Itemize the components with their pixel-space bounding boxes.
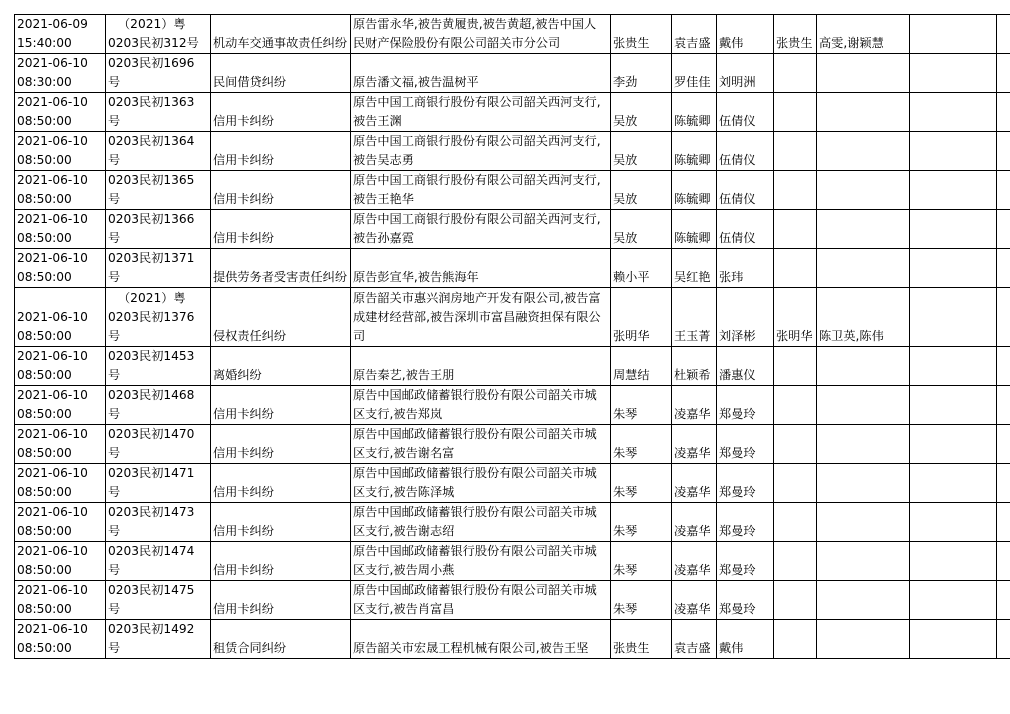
table-row [15, 249, 1010, 288]
hearing-time: 08:50:00 [17, 192, 72, 206]
case-number-line: 0203民初1473 [108, 505, 195, 519]
case-parties: 原告中国工商银行股份有限公司韶关西河支行,被告孙嘉霓 [351, 210, 611, 249]
presiding-judge [774, 93, 817, 132]
hearing-date: 2021-06-10 [17, 173, 88, 187]
table-row [15, 386, 1010, 425]
hearing-time: 08:50:00 [17, 641, 72, 655]
case-parties: 原告韶关市惠兴润房地产开发有限公司,被告富成建材经营部,被告深圳市富昌融资担保有限公司 [351, 288, 611, 347]
empty-cell [910, 581, 997, 620]
case-number-line: 0203民初1696 [108, 56, 195, 70]
case-cause: 信用卡纠纷 [211, 503, 351, 542]
table-row [15, 503, 1010, 542]
case-number-line: （2021）粤 [118, 291, 186, 305]
case-cause: 信用卡纠纷 [211, 171, 351, 210]
empty-cell [910, 249, 997, 288]
case-number-line: 0203民初1492 [108, 622, 195, 636]
hearing-time: 15:40:00 [17, 36, 72, 50]
assessor-name: 刘明洲 [717, 54, 774, 93]
panel-members [817, 132, 910, 171]
judge-name: 朱琴 [611, 542, 672, 581]
hearing-datetime [15, 581, 106, 620]
case-number-line: （2021）粤 [118, 17, 186, 31]
case-number-line: 0203民初1363 [108, 95, 195, 109]
case-number-line: 号 [108, 407, 121, 421]
case-cause: 租赁合同纠纷 [211, 620, 351, 659]
hearing-time: 08:50:00 [17, 524, 72, 538]
panel-members [817, 93, 910, 132]
hearing-date: 2021-06-10 [17, 505, 88, 519]
case-cause: 信用卡纠纷 [211, 386, 351, 425]
case-cause: 民间借贷纠纷 [211, 54, 351, 93]
case-number [106, 288, 211, 347]
assessor-name: 戴伟 [717, 620, 774, 659]
hearing-date: 2021-06-10 [17, 134, 88, 148]
judge-name: 吴放 [611, 132, 672, 171]
table-row [15, 15, 1010, 54]
clerk-name: 凌嘉华 [672, 425, 717, 464]
clerk-name: 陈毓卿 [672, 171, 717, 210]
empty-cell [910, 132, 997, 171]
case-parties: 原告中国邮政储蓄银行股份有限公司韶关市城区支行,被告谢名富 [351, 425, 611, 464]
presiding-judge: 张贵生 [774, 15, 817, 54]
case-number [106, 249, 211, 288]
clerk-name: 凌嘉华 [672, 386, 717, 425]
case-number-line: 号 [108, 641, 121, 655]
clerk-name: 凌嘉华 [672, 581, 717, 620]
judge-name: 吴放 [611, 93, 672, 132]
table-row [15, 210, 1010, 249]
empty-cell [910, 464, 997, 503]
empty-cell [997, 210, 1010, 249]
hearing-schedule-table [14, 14, 1010, 659]
assessor-name: 郑曼玲 [717, 464, 774, 503]
hearing-date: 2021-06-10 [17, 466, 88, 480]
judge-name: 周慧结 [611, 347, 672, 386]
hearing-datetime [15, 464, 106, 503]
hearing-date: 2021-06-10 [17, 427, 88, 441]
case-number-line: 0203民初1470 [108, 427, 195, 441]
hearing-date: 2021-06-10 [17, 388, 88, 402]
table-row [15, 581, 1010, 620]
empty-cell [910, 288, 997, 347]
panel-members [817, 503, 910, 542]
panel-members: 陈卫英,陈伟 [817, 288, 910, 347]
panel-members [817, 347, 910, 386]
empty-cell [997, 347, 1010, 386]
hearing-datetime [15, 171, 106, 210]
panel-members [817, 54, 910, 93]
case-number [106, 54, 211, 93]
hearing-datetime [15, 93, 106, 132]
empty-cell [997, 171, 1010, 210]
case-parties: 原告彭宣华,被告熊海年 [351, 249, 611, 288]
judge-name: 张贵生 [611, 15, 672, 54]
empty-cell [997, 581, 1010, 620]
hearing-datetime [15, 132, 106, 171]
case-parties: 原告中国工商银行股份有限公司韶关西河支行,被告吴志勇 [351, 132, 611, 171]
case-parties: 原告中国邮政储蓄银行股份有限公司韶关市城区支行,被告陈泽城 [351, 464, 611, 503]
assessor-name: 伍倩仪 [717, 210, 774, 249]
case-parties: 原告潘文福,被告温树平 [351, 54, 611, 93]
hearing-time: 08:50:00 [17, 231, 72, 245]
empty-cell [997, 503, 1010, 542]
case-parties: 原告中国邮政储蓄银行股份有限公司韶关市城区支行,被告肖富昌 [351, 581, 611, 620]
case-number-line: 0203民初1371 [108, 251, 195, 265]
case-number-line: 号 [108, 602, 121, 616]
case-cause: 机动车交通事故责任纠纷 [211, 15, 351, 54]
case-number [106, 620, 211, 659]
case-cause: 信用卡纠纷 [211, 581, 351, 620]
hearing-time: 08:30:00 [17, 75, 72, 89]
clerk-name: 吴红艳 [672, 249, 717, 288]
panel-members [817, 464, 910, 503]
empty-cell [997, 288, 1010, 347]
clerk-name: 陈毓卿 [672, 210, 717, 249]
table-row [15, 464, 1010, 503]
case-number-line: 号 [108, 446, 121, 460]
case-number-line: 号 [108, 270, 121, 284]
hearing-time: 08:50:00 [17, 114, 72, 128]
presiding-judge [774, 132, 817, 171]
empty-cell [997, 93, 1010, 132]
case-number-line: 0203民初312号 [108, 36, 199, 50]
assessor-name: 张玮 [717, 249, 774, 288]
panel-members [817, 210, 910, 249]
panel-members [817, 542, 910, 581]
presiding-judge [774, 386, 817, 425]
hearing-date: 2021-06-10 [17, 95, 88, 109]
hearing-time: 08:50:00 [17, 329, 72, 343]
empty-cell [910, 210, 997, 249]
empty-cell [997, 386, 1010, 425]
case-number-line: 号 [108, 563, 121, 577]
case-number-line: 0203民初1365 [108, 173, 195, 187]
empty-cell [910, 542, 997, 581]
empty-cell [910, 386, 997, 425]
empty-cell [997, 249, 1010, 288]
table-row [15, 620, 1010, 659]
empty-cell [910, 15, 997, 54]
judge-name: 赖小平 [611, 249, 672, 288]
case-number-line: 号 [108, 114, 121, 128]
case-cause: 提供劳务者受害责任纠纷 [211, 249, 351, 288]
hearing-datetime [15, 54, 106, 93]
case-number [106, 464, 211, 503]
case-cause: 离婚纠纷 [211, 347, 351, 386]
case-parties: 原告秦艺,被告王朋 [351, 347, 611, 386]
clerk-name: 凌嘉华 [672, 464, 717, 503]
panel-members [817, 581, 910, 620]
case-number [106, 132, 211, 171]
case-parties: 原告中国邮政储蓄银行股份有限公司韶关市城区支行,被告谢志绍 [351, 503, 611, 542]
case-parties: 原告中国工商银行股份有限公司韶关西河支行,被告王渊 [351, 93, 611, 132]
assessor-name: 郑曼玲 [717, 425, 774, 464]
case-number [106, 425, 211, 464]
case-number-line: 0203民初1471 [108, 466, 195, 480]
table-row [15, 54, 1010, 93]
empty-cell [997, 464, 1010, 503]
clerk-name: 袁吉盛 [672, 15, 717, 54]
case-number-line: 0203民初1364 [108, 134, 195, 148]
case-parties: 原告韶关市宏晟工程机械有限公司,被告王坚 [351, 620, 611, 659]
assessor-name: 郑曼玲 [717, 542, 774, 581]
empty-cell [997, 132, 1010, 171]
case-number [106, 171, 211, 210]
hearing-time: 08:50:00 [17, 446, 72, 460]
hearing-datetime [15, 288, 106, 347]
hearing-datetime [15, 503, 106, 542]
assessor-name: 刘泽彬 [717, 288, 774, 347]
clerk-name: 陈毓卿 [672, 93, 717, 132]
hearing-time: 08:50:00 [17, 602, 72, 616]
empty-cell [910, 620, 997, 659]
presiding-judge [774, 171, 817, 210]
table-row [15, 132, 1010, 171]
empty-cell [997, 542, 1010, 581]
hearing-date: 2021-06-10 [17, 251, 88, 265]
hearing-date: 2021-06-10 [17, 349, 88, 363]
assessor-name: 伍倩仪 [717, 171, 774, 210]
case-cause: 信用卡纠纷 [211, 425, 351, 464]
hearing-datetime [15, 15, 106, 54]
table-row [15, 171, 1010, 210]
presiding-judge [774, 620, 817, 659]
hearing-datetime [15, 620, 106, 659]
judge-name: 朱琴 [611, 503, 672, 542]
assessor-name: 伍倩仪 [717, 93, 774, 132]
presiding-judge [774, 503, 817, 542]
case-number-line: 号 [108, 231, 121, 245]
case-number-line: 0203民初1475 [108, 583, 195, 597]
case-number-line: 0203民初1453 [108, 349, 195, 363]
case-number-line: 号 [108, 75, 121, 89]
clerk-name: 罗佳佳 [672, 54, 717, 93]
judge-name: 张贵生 [611, 620, 672, 659]
case-number [106, 15, 211, 54]
presiding-judge [774, 464, 817, 503]
clerk-name: 杜颖希 [672, 347, 717, 386]
case-number-line: 号 [108, 329, 121, 343]
case-cause: 信用卡纠纷 [211, 132, 351, 171]
assessor-name: 戴伟 [717, 15, 774, 54]
case-number [106, 386, 211, 425]
hearing-time: 08:50:00 [17, 270, 72, 284]
case-number-line: 号 [108, 192, 121, 206]
case-cause: 侵权责任纠纷 [211, 288, 351, 347]
case-number-line: 号 [108, 524, 121, 538]
table-row [15, 93, 1010, 132]
case-number-line: 0203民初1468 [108, 388, 195, 402]
case-parties: 原告中国邮政储蓄银行股份有限公司韶关市城区支行,被告郑岚 [351, 386, 611, 425]
case-number [106, 210, 211, 249]
case-number-line: 号 [108, 485, 121, 499]
hearing-date: 2021-06-10 [17, 56, 88, 70]
hearing-time: 08:50:00 [17, 368, 72, 382]
hearing-datetime [15, 347, 106, 386]
assessor-name: 潘惠仪 [717, 347, 774, 386]
case-number-line: 0203民初1474 [108, 544, 195, 558]
assessor-name: 郑曼玲 [717, 503, 774, 542]
presiding-judge [774, 210, 817, 249]
judge-name: 吴放 [611, 210, 672, 249]
hearing-datetime [15, 386, 106, 425]
judge-name: 张明华 [611, 288, 672, 347]
case-cause: 信用卡纠纷 [211, 542, 351, 581]
empty-cell [997, 54, 1010, 93]
case-parties: 原告雷永华,被告黄履贵,被告黄超,被告中国人民财产保险股份有限公司韶关市分公司 [351, 15, 611, 54]
hearing-time: 08:50:00 [17, 485, 72, 499]
panel-members [817, 171, 910, 210]
presiding-judge [774, 425, 817, 464]
assessor-name: 郑曼玲 [717, 386, 774, 425]
hearing-date: 2021-06-10 [17, 583, 88, 597]
judge-name: 朱琴 [611, 425, 672, 464]
assessor-name: 郑曼玲 [717, 581, 774, 620]
case-number [106, 503, 211, 542]
panel-members [817, 249, 910, 288]
clerk-name: 凌嘉华 [672, 542, 717, 581]
judge-name: 吴放 [611, 171, 672, 210]
presiding-judge [774, 54, 817, 93]
hearing-datetime [15, 210, 106, 249]
case-parties: 原告中国邮政储蓄银行股份有限公司韶关市城区支行,被告周小燕 [351, 542, 611, 581]
hearing-time: 08:50:00 [17, 153, 72, 167]
hearing-datetime [15, 425, 106, 464]
panel-members [817, 620, 910, 659]
hearing-time: 08:50:00 [17, 563, 72, 577]
clerk-name: 袁吉盛 [672, 620, 717, 659]
hearing-date: 2021-06-10 [17, 212, 88, 226]
empty-cell [997, 15, 1010, 54]
judge-name: 朱琴 [611, 386, 672, 425]
case-parties: 原告中国工商银行股份有限公司韶关西河支行,被告王艳华 [351, 171, 611, 210]
hearing-date: 2021-06-10 [17, 310, 88, 324]
hearing-date: 2021-06-09 [17, 17, 88, 31]
empty-cell [997, 425, 1010, 464]
presiding-judge [774, 249, 817, 288]
panel-members [817, 425, 910, 464]
table-row [15, 347, 1010, 386]
case-number [106, 542, 211, 581]
case-cause: 信用卡纠纷 [211, 93, 351, 132]
presiding-judge [774, 581, 817, 620]
empty-cell [910, 503, 997, 542]
case-cause: 信用卡纠纷 [211, 210, 351, 249]
clerk-name: 凌嘉华 [672, 503, 717, 542]
table-row [15, 288, 1010, 347]
clerk-name: 王玉菁 [672, 288, 717, 347]
empty-cell [997, 620, 1010, 659]
hearing-date: 2021-06-10 [17, 544, 88, 558]
panel-members: 高雯,谢颖慧 [817, 15, 910, 54]
empty-cell [910, 425, 997, 464]
table-row [15, 425, 1010, 464]
case-number-line: 号 [108, 368, 121, 382]
case-number-line: 号 [108, 153, 121, 167]
case-number [106, 93, 211, 132]
presiding-judge: 张明华 [774, 288, 817, 347]
empty-cell [910, 93, 997, 132]
case-cause: 信用卡纠纷 [211, 464, 351, 503]
case-number-line: 0203民初1366 [108, 212, 195, 226]
case-number [106, 347, 211, 386]
presiding-judge [774, 542, 817, 581]
empty-cell [910, 347, 997, 386]
panel-members [817, 386, 910, 425]
judge-name: 朱琴 [611, 464, 672, 503]
case-number [106, 581, 211, 620]
schedule-body [15, 15, 1010, 659]
hearing-date: 2021-06-10 [17, 622, 88, 636]
hearing-time: 08:50:00 [17, 407, 72, 421]
table-row [15, 542, 1010, 581]
presiding-judge [774, 347, 817, 386]
empty-cell [910, 171, 997, 210]
case-number-line: 0203民初1376 [108, 310, 195, 324]
hearing-datetime [15, 542, 106, 581]
assessor-name: 伍倩仪 [717, 132, 774, 171]
judge-name: 朱琴 [611, 581, 672, 620]
clerk-name: 陈毓卿 [672, 132, 717, 171]
empty-cell [910, 54, 997, 93]
judge-name: 李劲 [611, 54, 672, 93]
hearing-datetime [15, 249, 106, 288]
